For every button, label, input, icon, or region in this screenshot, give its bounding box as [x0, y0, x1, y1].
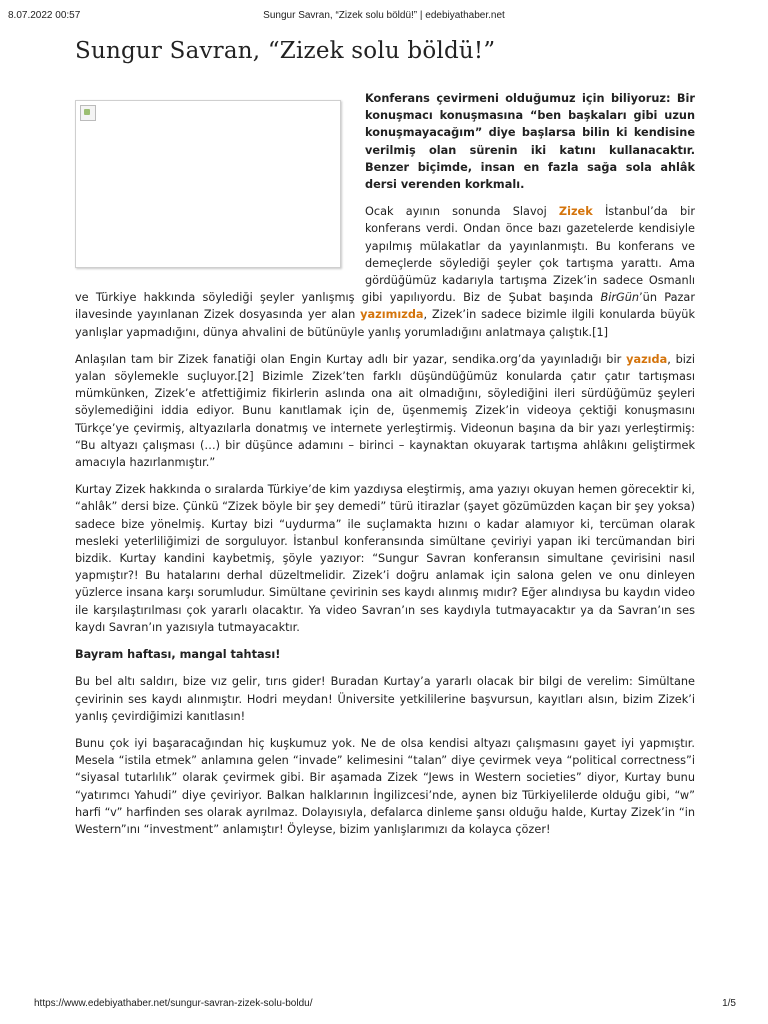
p1-birgun: BirGün [600, 291, 640, 305]
article-title: Sungur Savran, “Zizek solu böldü!” [75, 38, 496, 64]
print-header [0, 10, 768, 24]
print-footer [0, 998, 768, 1012]
print-page-title: Sungur Savran, “Zizek solu böldü!” | edebiyathaber.net [263, 10, 505, 21]
print-date: 8.07.2022 00:57 [8, 10, 81, 21]
link-yazida[interactable]: yazıda [626, 352, 668, 366]
p2-text-b: , bizi yalan söylemekle suçluyor.[2] Bizimle Zizek’ten farklı düşündüğümüz konularda çatır çatır tartışması mümkünken, Zizek’e atfettiğimiz fikirlerin aslında ona ait olmadığını, söylediğini ileri sürdüğümüz şeyleri söylemediğini iddia ediyor. Bunu kanıtlamak için de, üşenmemiş Zizek’in videoya çektiği konuşmasını Türkçe’ye çevirmiş, altyazılarla donatmış ve internete yerleştirmiş. Videonun başına da bir yazı yerleştirmiş: “Bu altyazı çalışması (…) bir düşünce adamını – birinci – kaynaktan okuyarak tartışma ahlâkını geliştirmek amacıyla hazırlanmıştır.” [75, 352, 696, 470]
print-page-number: 1/5 [722, 998, 736, 1009]
lead-paragraph: Konferans çevirmeni olduğumuz için biliyoruz: Bir konuşmacı konuşmasına “ben başkaları gibi uzun konuşmayacağım” diye başlarsa bilin ki kendisine verilmiş olan sürenin iki katını kullanacaktır. Benzer biçimde, insan en fazla sağa sola ahlâk dersi verenden korkmalı. [365, 92, 695, 192]
paragraph-2 [75, 351, 695, 471]
paragraph-4: Bu bel altı saldırı, bize vız gelir, tırıs gider! Buradan Kurtay’a yararlı olacak bir bilgi de verelim: Simültane çevirinin ses kaydı alınmıştır. Hodri meydan! Üniversite yetkililerine başvursun, kayıtları alsın, bizim Zizek’i yanlış çevirdiğimizi kanıtlasın! [75, 675, 695, 723]
broken-image-icon [80, 105, 96, 121]
article-body [75, 90, 695, 848]
article-image [75, 100, 341, 268]
p1-text-c: ’ün Pazar ilavesinde yayınlanan Zizek dosyasında yer alan [75, 291, 695, 322]
paragraph-3: Kurtay Zizek hakkında o sıralarda Türkiye’de kim yazdıysa eleştirmiş, ama yazıyı okuyan hemen görecektir ki, “ahlâk” dersi bize. Çünkü “Zizek böyle bir şey demedi” türü itirazlar (şayet gözümüzden kaçan bir şey yoksa) sadece bize yönelmiş. Kurtay bizi “uydurma” ile suçlamakta hızını o kadar alamıyor ki, tercüman olarak mesleki yeterliliğimizi de sorguluyor. İstanbul konferansında simültane çeviriyi yapan iki tercümandan biri bizdik. Kurtay kandini kaybetmiş, şöyle yazıyor: “Sungur Savran konferansın simultane çevirisini nasıl yapmıştır?! Bu hatalarını derhal düzeltmelidir. Zizek’i doğru anlamak için salona gelen ve onu dinleyen yüzlerce insana karşı sorumludur. Simültane çevirinin ses kaydı alınmış mıdır? Eğer alındıysa bu kaydın video ile karşılaştırılması çok yararlı olacaktır. Ya video Savran’ın ses kaydıyla tutmayacaktır ya da Savran’ın ses kaydı Savran’ın yazısıyla tutmayacaktır. [75, 483, 695, 634]
p1-text-d: , Zizek’in sadece bizimle ilgili konularda büyük yanlışlar yapmadığını, dünya ahvalini de bütünüyle yanlış yorumladığını anlatmaya çalıştık.[1] [75, 308, 695, 339]
paragraph-5: Bunu çok iyi başaracağından hiç kuşkumuz yok. Ne de olsa kendisi altyazı çalışmasını gayet iyi yapmıştır. Mesela “istila etmek” anlamına gelen “invade” kelimesini “talan” diye çevirmek veya “political correctness”i “siyasal tutarlılık” olarak çevirmek gibi. Bir aşamada Zizek “Jews in Western societies” diyor, Kurtay bunu “yatırımcı Yahudi” diye çeviriyor. Balkan halklarının İngilizcesi’nde, aynen biz Türkiyelilerde olduğu gibi, “w” harfi “v” harfinden ses olarak ayrılmaz. Dolayısıyla, defalarca dinleme şansı olduğu halde, Kurtay Zizek’in “in Western”ını “investment” anlamıştır! Öyleyse, bizim yanlışlarımızı da kolayca çözer! [75, 736, 695, 836]
p1-text-a: Ocak ayının sonunda Slavoj [365, 205, 559, 219]
print-url: https://www.edebiyathaber.net/sungur-savran-zizek-solu-boldu/ [34, 998, 313, 1009]
p1-text-b: İstanbul’da bir konferans verdi. Ondan önce bazı gazetelerde kendisiyle yapılmış mülakatlar da yayınlanmıştı. Bu konferans ve demeçlerde söylediği şeyler çok tartışma yarattı. Ama gördüğümüz kadarıyla tartışma Zizek’in sadece Osmanlı ve Türkiye hakkında söylediği şeyler yanlışmış gibi yapılıyordu. Biz de Şubat başında [75, 205, 695, 305]
link-zizek[interactable]: Zizek [558, 205, 593, 219]
link-yazimizda[interactable]: yazımızda [360, 308, 424, 322]
p2-text-a: Anlaşılan tam bir Zizek fanatiği olan Engin Kurtay adlı bir yazar, sendika.org’da yayınladığı bir [75, 352, 627, 366]
section-subheading: Bayram haftası, mangal tahtası! [75, 648, 281, 662]
